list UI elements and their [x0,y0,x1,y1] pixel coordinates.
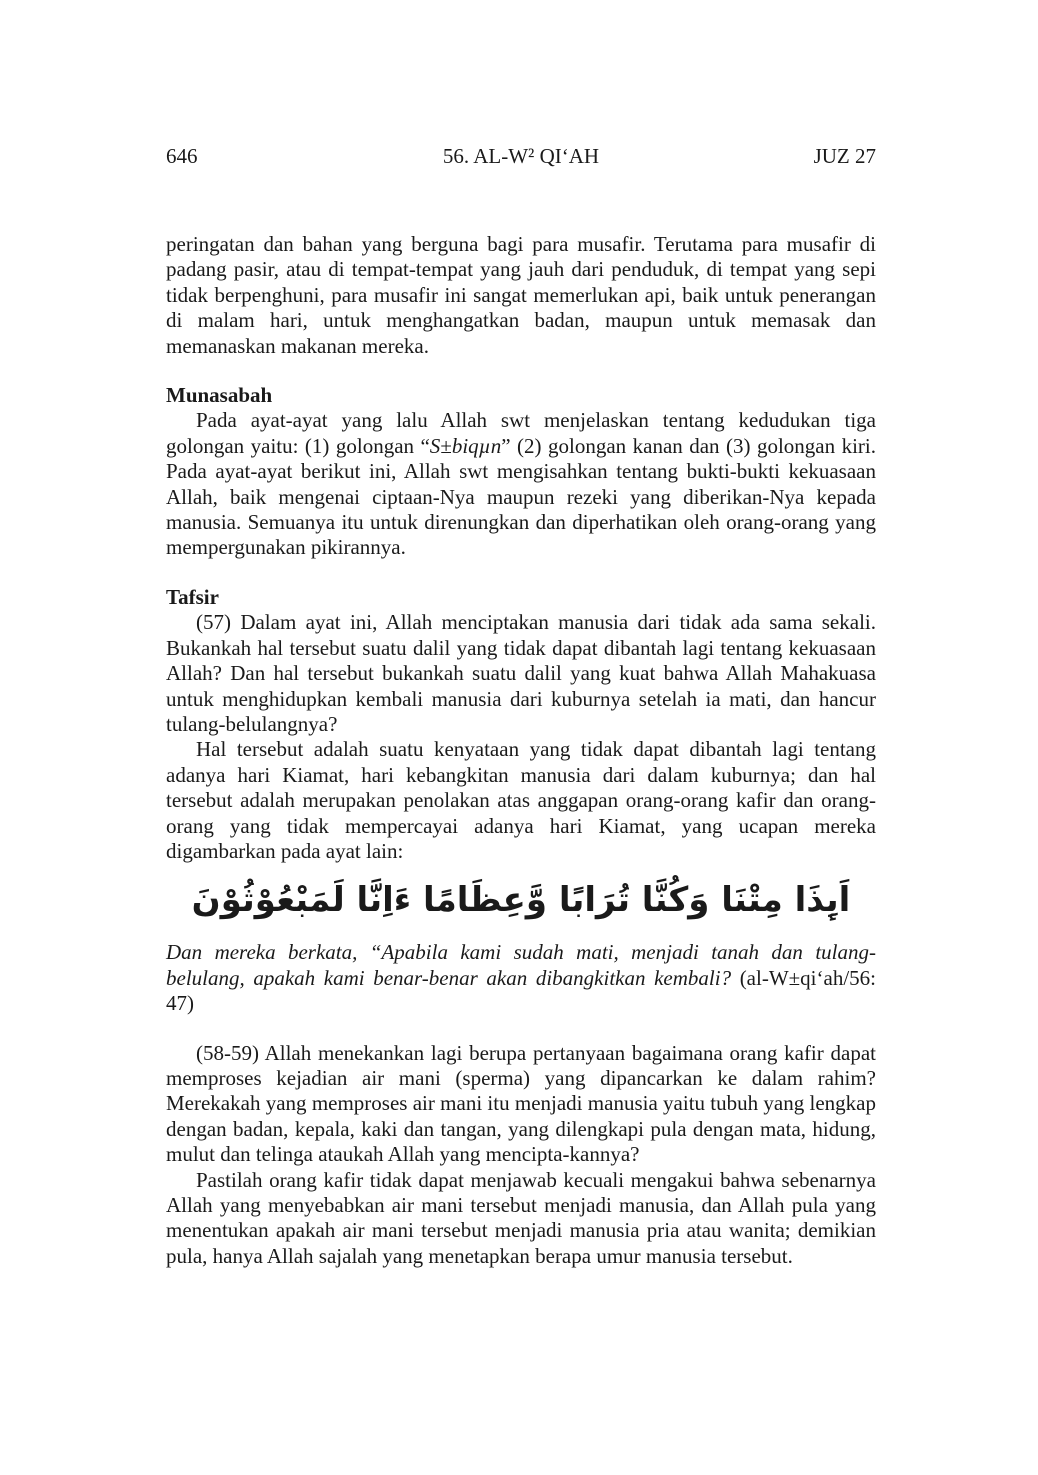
munasabah-paragraph [166,408,876,560]
page-number: 646 [166,144,198,168]
munasabah-text-after: ” (2) golongan kanan dan (3) golongan kiri. Pada ayat-ayat berikut ini, Allah swt mengisahkan tentang bukti-bukti kekuasaan Allah, baik mengenai ciptaan-Nya maupun rezeki yang diberikan-Nya kepada manusia. Semuanya itu untuk direnungkan dan diperhatikan oleh orang-orang yang mempergunakan pikirannya. [166,433,876,560]
tafsir-paragraph-2: Hal tersebut adalah suatu kenyataan yang tidak dapat dibantah lagi tentang adanya hari Kiamat, hari kebangkitan manusia dari dalam kuburnya; dan hal tersebut adalah merupakan penolakan atas anggapan orang-orang kafir dan orang-orang yang tidak mempercayai adanya hari Kiamat, yang ucapan mereka digambarkan pada ayat lain: [166,737,876,863]
page-header [166,144,876,174]
surah-title: 56. AL-W² QI‘AH [442,144,600,168]
munasabah-heading: Munasabah [166,383,273,408]
intro-paragraph: peringatan dan bahan yang berguna bagi para musafir. Terutama para musafir di padang pasir, atau di tempat-tempat yang jauh dari penduduk, di tempat yang sepi tidak berpenghuni, para musafir ini sangat memerlukan api, baik untuk penerangan di malam hari, untuk menghangatkan badan, maupun untuk memasak dan memanaskan makanan mereka. [166,232,876,358]
arabic-verse: اَىِٕذَا مِتْنَا وَكُنَّا تُرَابًا وَّعِظَامًا ءَاِنَّا لَمَبْعُوْثُوْنَ [191,880,851,921]
tafsir-heading: Tafsir [166,584,219,609]
munasabah-italic-term: S±biqµn [429,433,502,458]
tafsir-paragraph-1: (57) Dalam ayat ini, Allah menciptakan manusia dari tidak ada sama sekali. Bukankah hal tersebut suatu dalil yang tidak dapat dibantah lagi tentang kekuasaan Allah? Dan hal tersebut bukankah suatu dalil yang kuat bahwa Allah Mahakuasa untuk menghidupkan kembali manusia dari kuburnya setelah ia mati, dan hancur tulang-belulangnya? [166,610,876,736]
verse-citation: (al-W±qi‘ah/56: 47) [166,965,876,1016]
page-body [166,232,876,1269]
verse-translation-paragraph [166,940,876,1016]
tafsir-paragraph-4: Pastilah orang kafir tidak dapat menjawab kecuali mengakui bahwa sebenarnya Allah yang menyebabkan air mani tersebut menjadi manusia, dan Allah pula yang menentukan apakah air mani tersebut menjadi manusia pria atau wanita; demikian pula, hanya Allah sajalah yang menetapkan berapa umur manusia tersebut. [166,1167,876,1268]
juz-label: JUZ 27 [813,144,876,168]
tafsir-paragraph-3: (58-59) Allah menekankan lagi berupa pertanyaan bagaimana orang kafir dapat memproses kejadian air mani (sperma) yang dipancarkan ke dalam rahim? Merekakah yang memproses air mani itu menjadi manusia yaitu tubuh yang lengkap dengan badan, kepala, kaki dan tangan, yang dilengkapi pula dengan mata, hidung, mulut dan telinga ataukah Allah yang mencipta-kannya? [166,1040,876,1167]
verse-translation: Dan mereka berkata, “Apabila kami sudah mati, menjadi tanah dan tulang-belulang, apakah kami benar-benar akan dibangkitkan kembali? [166,940,876,990]
munasabah-text-before: Pada ayat-ayat yang lalu Allah swt menjelaskan tentang kedudukan tiga golongan yaitu: (1) golongan “ [166,408,876,458]
